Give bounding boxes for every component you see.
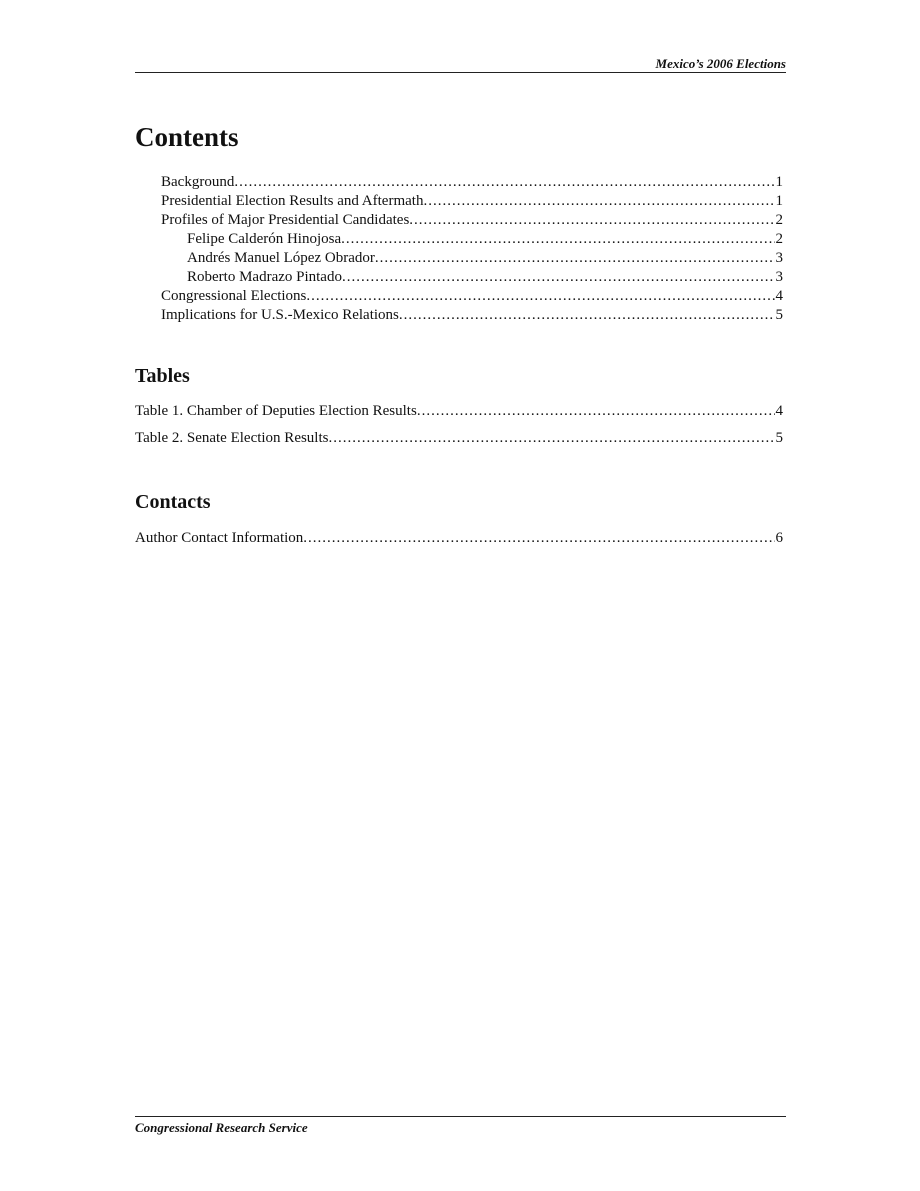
toc-page-number: 5 (775, 430, 783, 446)
toc-entry-presidential-results[interactable] (135, 192, 783, 211)
toc-entry-author-contact[interactable] (135, 525, 783, 552)
running-header: Mexico’s 2006 Elections (655, 56, 786, 71)
running-footer: Congressional Research Service (135, 1120, 308, 1135)
toc-entry-lopez-obrador[interactable] (135, 249, 783, 268)
dot-leader (306, 287, 774, 306)
tables-list (135, 398, 783, 452)
dot-leader (234, 173, 774, 192)
toc-page-number: 4 (775, 288, 783, 304)
toc-entry-title: Felipe Calderón Hinojosa (187, 231, 342, 247)
toc-page-number: 1 (775, 193, 783, 209)
contacts-heading: Contacts (135, 491, 211, 513)
toc-page-number: 6 (775, 530, 783, 546)
toc-page-number: 2 (775, 231, 783, 247)
toc-entry-congressional-elections[interactable] (135, 287, 783, 306)
toc-page-number: 3 (775, 250, 783, 266)
toc-page-number: 1 (775, 174, 783, 190)
toc-page-number: 2 (775, 212, 783, 228)
dot-leader (375, 249, 775, 268)
toc-entry-table-2[interactable] (135, 425, 783, 452)
toc-entry-title: Profiles of Major Presidential Candidates (161, 212, 410, 228)
toc-entry-table-1[interactable] (135, 398, 783, 425)
dot-leader (423, 192, 774, 211)
toc-entry-implications[interactable] (135, 306, 783, 325)
dot-leader (417, 398, 775, 425)
contents-list (135, 173, 783, 325)
toc-entry-title: Author Contact Information (135, 530, 304, 546)
toc-entry-title: Table 2. Senate Election Results (135, 430, 329, 446)
contacts-list (135, 525, 783, 552)
dot-leader (342, 268, 775, 287)
tables-heading: Tables (135, 365, 190, 387)
toc-entry-calderon[interactable] (135, 230, 783, 249)
dot-leader (341, 230, 774, 249)
dot-leader (409, 211, 774, 230)
dot-leader (303, 525, 774, 552)
toc-entry-title: Andrés Manuel López Obrador (187, 250, 375, 266)
toc-entry-title: Implications for U.S.-Mexico Relations (161, 307, 399, 323)
toc-page-number: 4 (775, 403, 783, 419)
toc-entry-title: Presidential Election Results and Aftermath (161, 193, 424, 209)
toc-page-number: 5 (775, 307, 783, 323)
toc-entry-madrazo[interactable] (135, 268, 783, 287)
footer-rule (135, 1116, 786, 1117)
toc-entry-background[interactable] (135, 173, 783, 192)
toc-entry-title: Roberto Madrazo Pintado (187, 269, 342, 285)
toc-entry-candidate-profiles[interactable] (135, 211, 783, 230)
header-rule (135, 72, 786, 73)
dot-leader (399, 306, 775, 325)
toc-page-number: 3 (775, 269, 783, 285)
toc-entry-title: Table 1. Chamber of Deputies Election Results (135, 403, 417, 419)
contents-heading: Contents (135, 122, 239, 152)
toc-entry-title: Congressional Elections (161, 288, 307, 304)
dot-leader (328, 425, 774, 452)
toc-entry-title: Background (161, 174, 235, 190)
